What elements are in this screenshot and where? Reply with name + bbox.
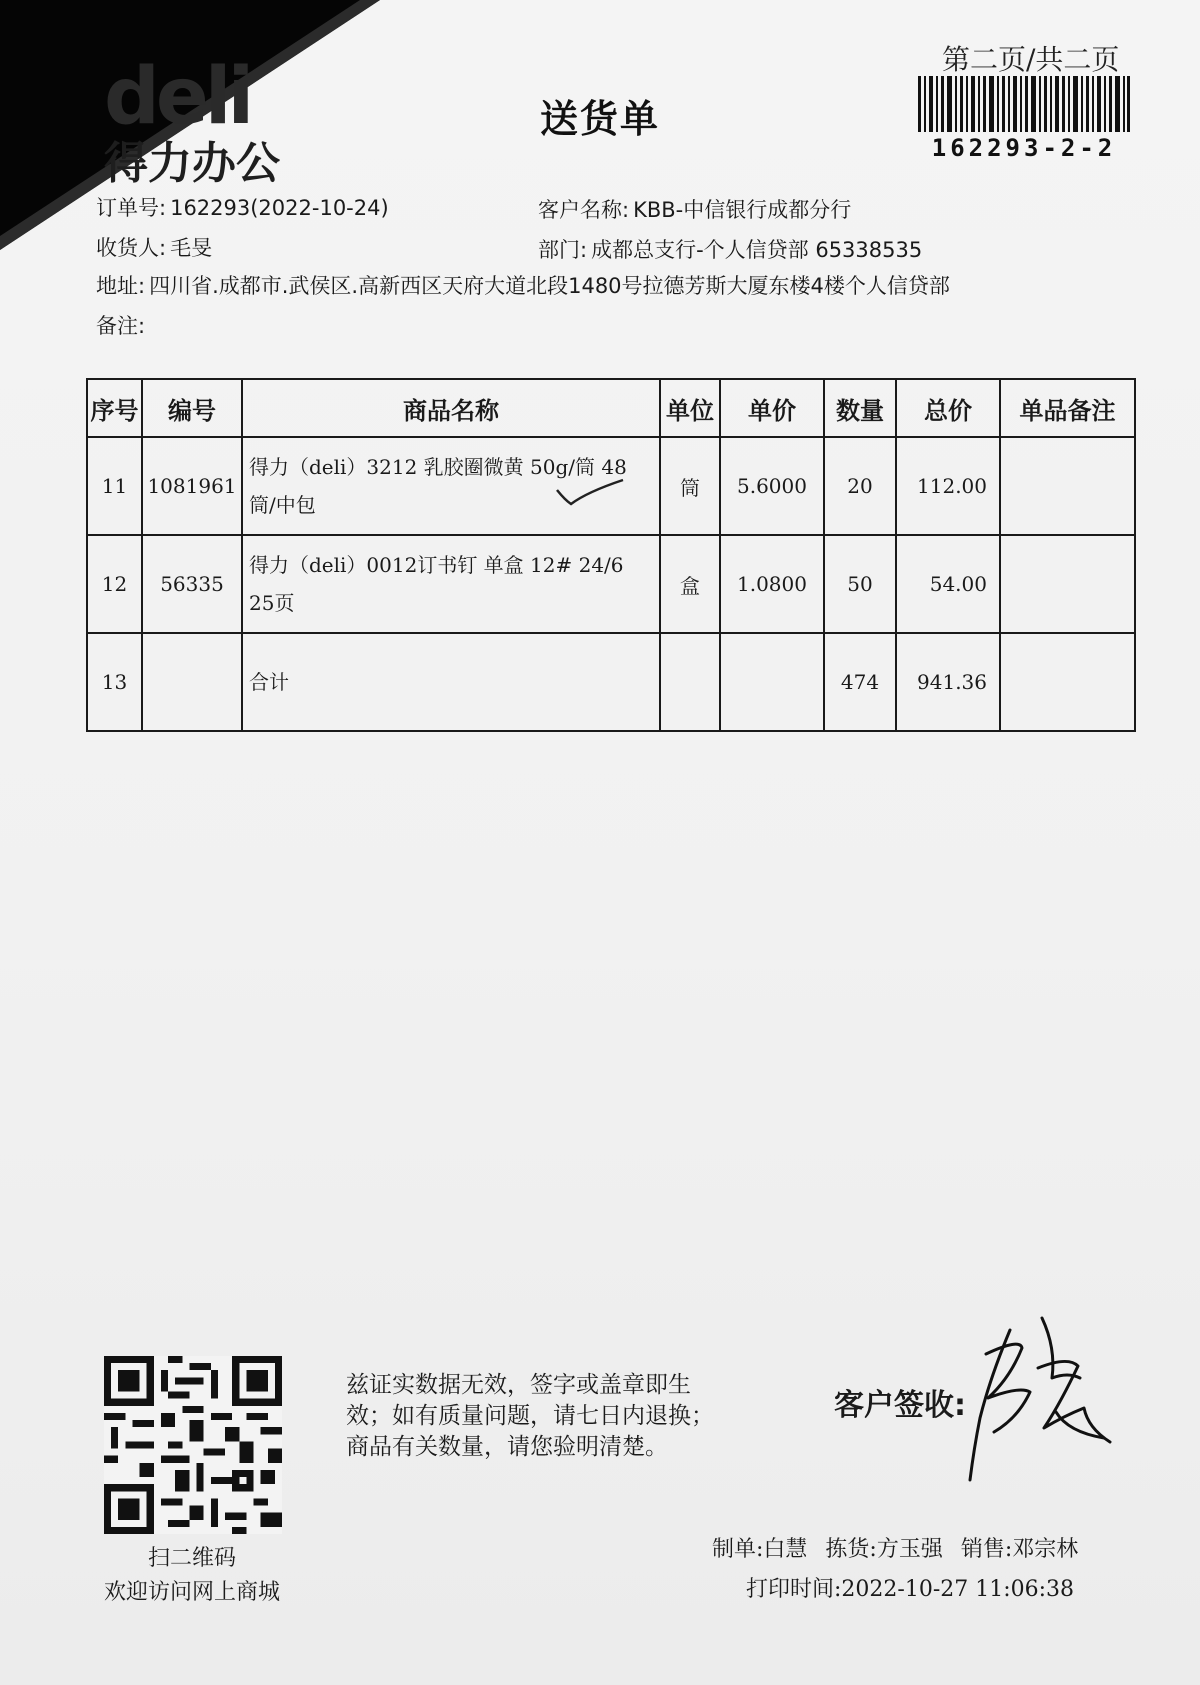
terms-line: 商品有关数量，请您验明清楚。 [346, 1434, 668, 1460]
cell-price: 5.6000 [720, 437, 824, 535]
remark [96, 310, 149, 340]
qr-caption [72, 1542, 312, 1610]
cell-product-name [242, 633, 660, 731]
total-label: 合计 [249, 670, 289, 694]
cell-total: 112.00 [896, 437, 1000, 535]
table-row [87, 437, 1135, 535]
department [538, 234, 922, 264]
receiver [96, 232, 212, 262]
order-number-value: 162293(2022-10-24) [170, 196, 389, 220]
table-row-total [87, 633, 1135, 731]
column-header: 总价 [896, 379, 1000, 437]
column-header: 数量 [824, 379, 896, 437]
cell-note [1000, 535, 1135, 633]
column-header: 单位 [660, 379, 720, 437]
remark-label: 备注: [96, 314, 146, 338]
customer-name-label: 客户名称: [538, 198, 630, 222]
terms-notice [346, 1370, 746, 1463]
qr-caption-line: 欢迎访问网上商城 [103, 1580, 280, 1605]
page-indicator: 第二页/共二页 [942, 43, 1120, 76]
cell-qty: 20 [824, 437, 896, 535]
receiver-label: 收货人: [96, 236, 167, 260]
order-number [96, 192, 389, 222]
address-value: 四川省.成都市.武侯区.高新西区天府大道北段1480号拉德芳斯大厦东楼4楼个人信贷部 [149, 274, 950, 298]
terms-line: 兹证实数据无效，签字或盖章即生 [346, 1372, 691, 1398]
customer-name-value: KBB-中信银行成都分行 [633, 198, 852, 222]
department-label: 部门: [538, 238, 588, 262]
cell-code: 1081961 [142, 437, 242, 535]
customer-signature-label: 客户签收: [834, 1388, 966, 1423]
product-name-line: 筒/中包 [249, 493, 316, 517]
cell-total: 941.36 [896, 633, 1000, 731]
cell-note [1000, 437, 1135, 535]
items-table [86, 378, 1136, 732]
cell-total: 54.00 [896, 535, 1000, 633]
address [96, 270, 950, 300]
product-name-line: 得力（deli）3212 乳胶圈微黄 50g/筒 48 [249, 455, 627, 479]
print-time: 打印时间:2022-10-27 11:06:38 [746, 1577, 1075, 1602]
cell-qty: 474 [824, 633, 896, 731]
cell-qty: 50 [824, 535, 896, 633]
cell-note [1000, 633, 1135, 731]
order-number-label: 订单号: [96, 196, 167, 220]
staff-info [712, 1532, 1078, 1563]
customer-signature [960, 1308, 1120, 1488]
cell-seq: 12 [87, 535, 142, 633]
address-label: 地址: [96, 274, 146, 298]
column-header: 商品名称 [242, 379, 660, 437]
column-header: 序号 [87, 379, 142, 437]
brand-logo: deli [104, 52, 251, 142]
barcode [918, 76, 1130, 132]
product-name-line: 得力（deli）0012订书钉 单盒 12# 24/6 [249, 553, 624, 577]
sales-person: 销售:邓宗林 [960, 1537, 1079, 1562]
product-name-line: 25页 [249, 591, 295, 615]
receiver-value: 毛旻 [170, 236, 213, 260]
picked-by: 拣货:方玉强 [825, 1537, 943, 1562]
column-header: 单品备注 [1000, 379, 1135, 437]
cell-code: 56335 [142, 535, 242, 633]
qr-caption-line: 扫二维码 [147, 1546, 236, 1571]
qr-code[interactable] [104, 1356, 282, 1534]
cell-seq: 13 [87, 633, 142, 731]
cell-unit: 筒 [660, 437, 720, 535]
table-header-row [87, 379, 1135, 437]
check-mark-icon [553, 478, 625, 508]
column-header: 单价 [720, 379, 824, 437]
cell-product-name [242, 437, 660, 535]
cell-seq: 11 [87, 437, 142, 535]
column-header: 编号 [142, 379, 242, 437]
barcode-number: 162293-2-2 [931, 134, 1117, 162]
cell-price: 1.0800 [720, 535, 824, 633]
cell-product-name [242, 535, 660, 633]
document-title: 送货单 [540, 97, 661, 141]
customer-name [538, 194, 851, 224]
cell-price [720, 633, 824, 731]
brand-logo-subtitle: 得力办公 [104, 138, 280, 189]
department-value: 成都总支行-个人信贷部 65338535 [591, 238, 923, 262]
cell-unit [660, 633, 720, 731]
cell-code [142, 633, 242, 731]
cell-unit: 盒 [660, 535, 720, 633]
table-row [87, 535, 1135, 633]
made-by: 制单:白慧 [712, 1537, 808, 1562]
terms-line: 效；如有质量问题，请七日内退换； [346, 1403, 714, 1429]
